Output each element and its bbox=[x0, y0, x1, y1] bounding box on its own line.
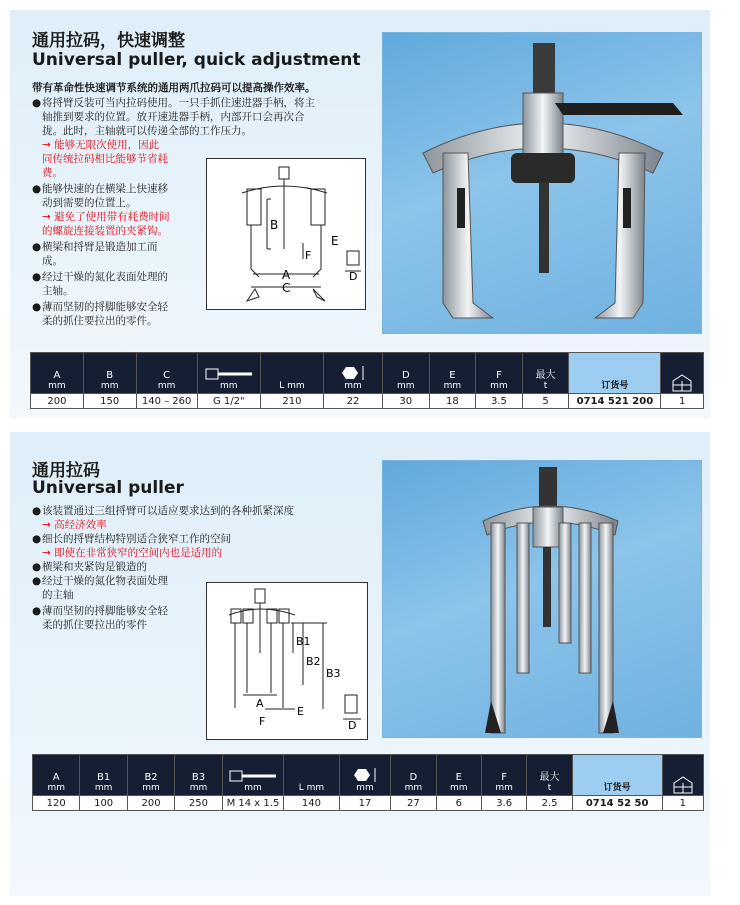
product-title-en: Universal puller bbox=[32, 478, 184, 498]
feature-bullet-2: ●细长的捋臂结构特别适合狭窄工作的空间 → 即使在非常狭窄的空间内也是适用的 bbox=[32, 533, 231, 559]
product-title-cn: 通用拉码 bbox=[32, 461, 100, 481]
feature-bullet-1: ●将捋臂反装可当内拉码使用。一只手抓住速进器手柄，将主 轴推到要求的位置。放开速进器手柄，内部开口会再次合 拢。此时，主轴就可以传递全部的工作压力。 → 能够无限次使用，因此 同传统拉码相比能够节省耗 费。 bbox=[32, 97, 315, 179]
drawing-label-A: A bbox=[282, 268, 291, 282]
drawing-label-B3: B3 bbox=[326, 667, 341, 680]
product-photo bbox=[382, 460, 702, 738]
feature-bullet-1: ●该装置通过三组捋臂可以适应要求达到的各种抓紧深度 → 高经济效率 bbox=[32, 505, 294, 531]
feature-bullet-5: ●薄而坚韧的捋脚能够安全轻 柔的抓住要拉出的零件。 bbox=[32, 301, 168, 327]
product-title-cn: 通用拉码，快速调整 bbox=[32, 31, 185, 51]
dimension-drawing bbox=[206, 582, 368, 740]
product-panel-universal bbox=[10, 432, 710, 896]
drawing-label-E: E bbox=[331, 234, 339, 248]
drawing-label-F: F bbox=[259, 715, 266, 728]
spec-table-header: A mm B mm C mm mm L mm mm D mm E mm F mm 最大 t 订货号 bbox=[31, 353, 704, 394]
product-description: 带有革命性快速调节系统的通用两爪拉码可以提高操作效率。 bbox=[32, 82, 316, 94]
puller-schematic bbox=[207, 583, 367, 739]
spec-table bbox=[30, 352, 704, 409]
three-arm-puller-image bbox=[383, 461, 701, 737]
spec-table bbox=[32, 754, 704, 811]
feature-bullet-5: ●薄而坚韧的捋脚能够安全轻 柔的抓住要拉出的零件 bbox=[32, 605, 168, 631]
order-number: 0714 521 200 bbox=[569, 394, 661, 409]
drawing-label-D: D bbox=[349, 270, 358, 283]
feature-bullet-2: ●能够快速的在横梁上快速移 动到需要的位置上。 → 避免了使用带有耗费时间 的螺旋连接装置的夹紧钩。 bbox=[32, 183, 170, 237]
dimension-drawing bbox=[206, 158, 366, 310]
spindle-thread-icon: mm bbox=[197, 353, 260, 394]
drawing-label-D: D bbox=[348, 719, 357, 732]
order-number: 0714 52 50 bbox=[572, 796, 662, 811]
drawing-label-B2: B2 bbox=[306, 655, 321, 668]
spindle-thread-icon: mm bbox=[222, 755, 284, 796]
drawing-label-C: C bbox=[282, 281, 291, 295]
feature-bullet-4: ●经过干燥的氮化物表面处理 的主轴 bbox=[32, 575, 168, 601]
feature-bullet-4: ●经过干燥的氮化表面处理的 主轴。 bbox=[32, 271, 168, 297]
feature-bullet-3: ●横梁和夹紧钩是锻造的 bbox=[32, 561, 147, 573]
feature-bullet-3: ●横梁和捋臂是锻造加工而 成。 bbox=[32, 241, 158, 267]
package-quantity-icon bbox=[662, 755, 703, 796]
spec-table-row: 120 100 200 250 M 14 x 1.5 140 17 27 6 3.6 2.5 0714 52 50 1 bbox=[33, 796, 704, 811]
two-arm-puller-image bbox=[383, 33, 701, 333]
hex-size-icon: mm bbox=[339, 755, 390, 796]
drawing-label-B: B bbox=[270, 218, 279, 232]
puller-schematic bbox=[207, 159, 365, 309]
spec-table-header: A mm B1 mm B2 mm B3 mm mm L mm mm D mm E mm F mm 最大 t 订货号 bbox=[33, 755, 704, 796]
spec-table-row: 200 150 140 – 260 G 1/2" 210 22 30 18 3.5 5 0714 521 200 1 bbox=[31, 394, 704, 409]
drawing-label-E: E bbox=[297, 705, 304, 718]
drawing-label-A: A bbox=[256, 697, 264, 710]
product-title-en: Universal puller, quick adjustment bbox=[32, 50, 361, 70]
drawing-label-F: F bbox=[305, 249, 312, 262]
package-quantity-icon bbox=[661, 353, 704, 394]
drawing-label-B1: B1 bbox=[296, 635, 311, 648]
hex-size-icon: mm bbox=[323, 353, 382, 394]
product-panel-quick-adjust bbox=[10, 10, 710, 418]
product-photo bbox=[382, 32, 702, 334]
